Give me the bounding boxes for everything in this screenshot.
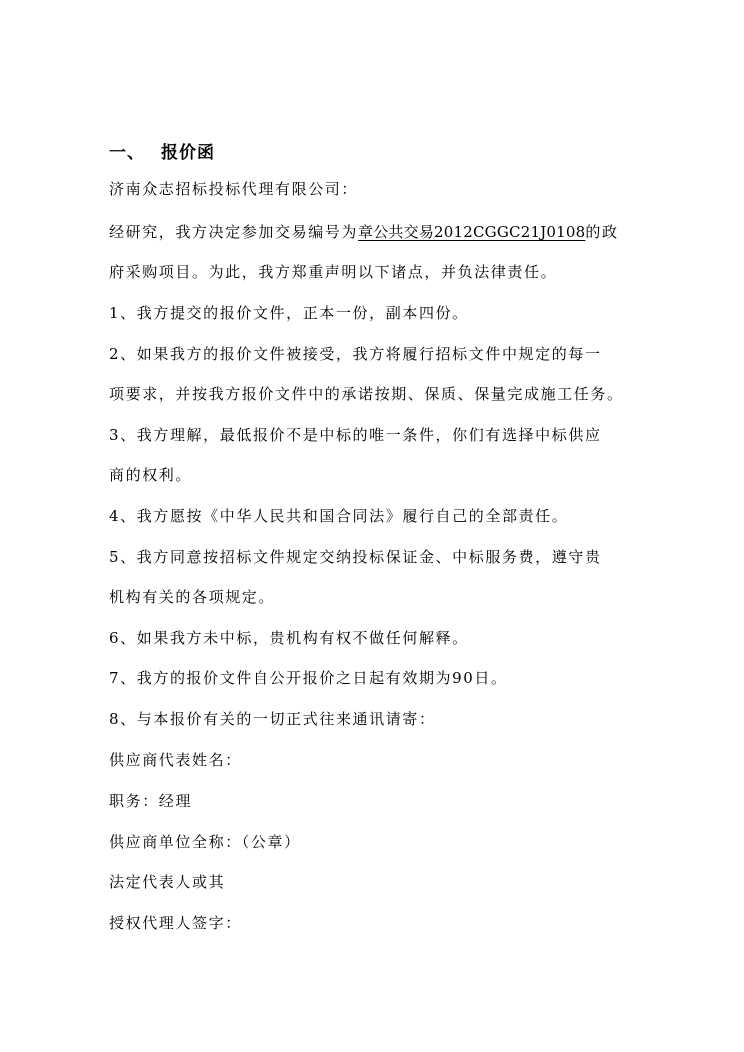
intro-line-2: 府采购项目。为此，我方郑重声明以下诸点，并负法律责任。: [109, 263, 558, 281]
intro-prefix: 经研究，我方决定参加交易编号为: [109, 223, 359, 241]
item-5-line-1: 5、我方同意按招标文件规定交纳投标保证金、中标服务费，遵守贵: [109, 548, 602, 566]
item-6: 6、如果我方未中标，贵机构有权不做任何解释。: [109, 629, 469, 647]
item-1: 1、我方提交的报价文件，正本一份，副本四份。: [109, 304, 469, 322]
field-rep-name: 供应商代表姓名：: [109, 751, 242, 769]
intro-suffix: 的政: [585, 223, 619, 241]
field-signature: 授权代理人签字：: [109, 914, 242, 932]
section-heading: [109, 138, 215, 163]
item-2-line-2: 项要求，并按我方报价文件中的承诺按期、保质、保量完成施工任务。: [109, 385, 624, 403]
field-position: 职务：经理: [109, 792, 193, 810]
project-code: 章公共交易2012CGGC21J0108: [358, 223, 586, 241]
item-7: 7、我方的报价文件自公开报价之日起有效期为90日。: [109, 669, 508, 687]
section-number: 一、: [109, 143, 145, 163]
intro-line-1: [109, 222, 619, 242]
item-8: 8、与本报价有关的一切正式往来通讯请寄：: [109, 710, 436, 728]
item-3-line-2: 商的权利。: [109, 466, 193, 484]
addressee-line: 济南众志招标投标代理有限公司：: [109, 180, 359, 198]
field-company: 供应商单位全称：（公章）: [109, 833, 301, 851]
item-2-line-1: 2、如果我方的报价文件被接受，我方将履行招标文件中规定的每一: [109, 345, 602, 363]
item-4: 4、我方愿按《中华人民共和国合同法》履行自己的全部责任。: [109, 507, 569, 525]
item-5-line-2: 机构有关的各项规定。: [109, 588, 276, 606]
item-3-line-1: 3、我方理解，最低报价不是中标的唯一条件，你们有选择中标供应: [109, 426, 602, 444]
field-legal-rep: 法定代表人或其: [109, 873, 226, 891]
section-title: 报价函: [161, 143, 215, 163]
